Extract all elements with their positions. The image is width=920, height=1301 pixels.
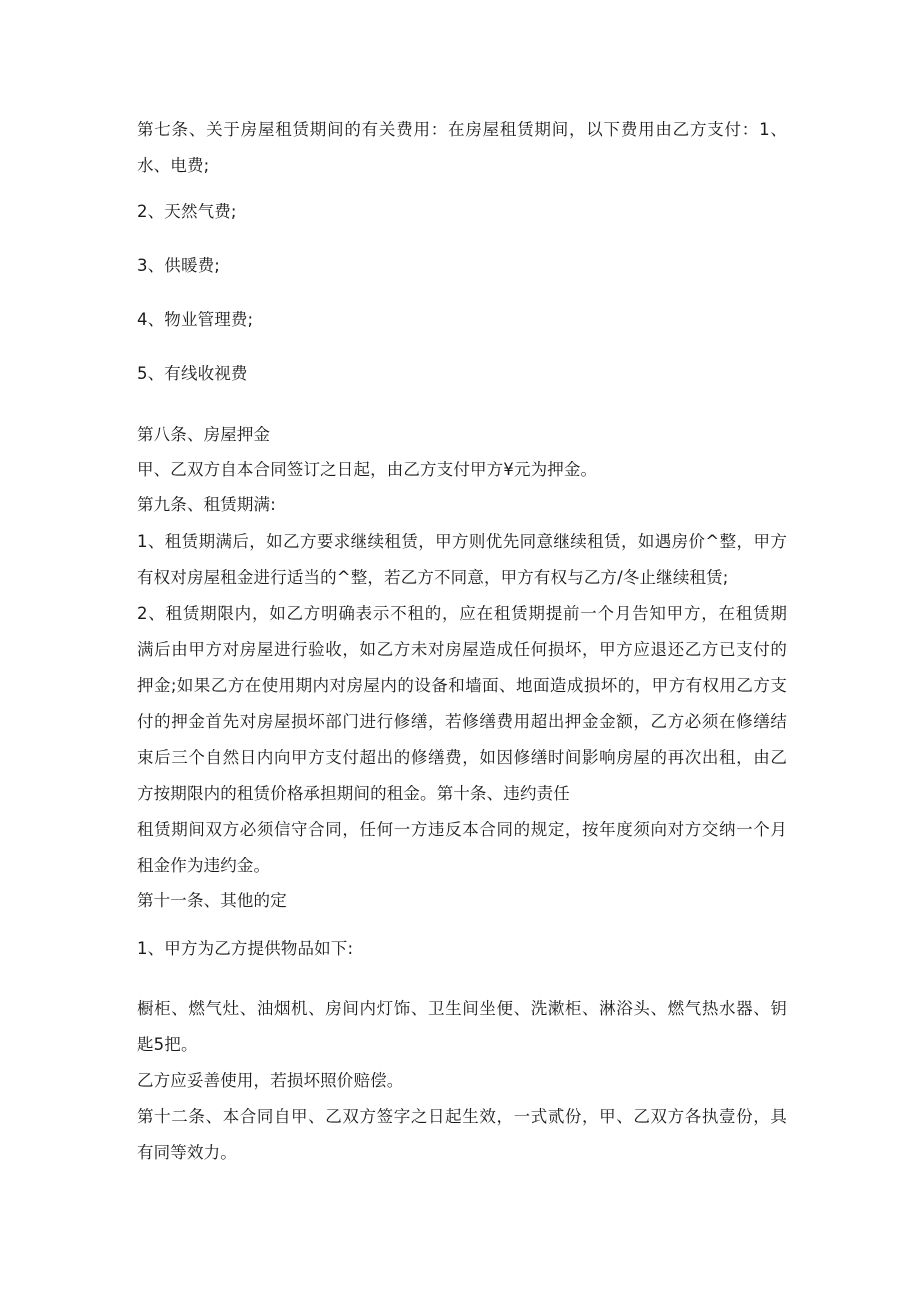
care-notice: 乙方应妥善使用，若损坏照价赔偿。 [137, 1071, 404, 1090]
clause-9-item-1-line-1: 1、租赁期满后，如乙方要求继续租赁，甲方则优先同意继续租赁，如遇房价^整，甲方 [137, 532, 787, 551]
clause-11-heading: 第十一条、其他的定 [137, 891, 287, 910]
clause-8-body: 甲、乙双方自本合同签订之日起，由乙方支付甲方¥元为押金。 [137, 460, 598, 479]
clause-11-item-1: 1、甲方为乙方提供物品如下: [137, 939, 354, 958]
items-list-line-2: 匙5把。 [137, 1035, 198, 1054]
fee-item-5: 5、有线收视费 [137, 364, 248, 383]
clause-9-heading: 第九条、租赁期满: [137, 495, 276, 514]
clause-10-body-line-2: 租金作为违约金。 [137, 856, 271, 875]
clause-9-item-2-line-1: 2、租赁期限内，如乙方明确表示不租的，应在租赁期提前一个月告知甲方，在租赁期 [137, 604, 787, 623]
clause-10-body-line-1: 租赁期间双方必须信守合同，任何一方违反本合同的规定，按年度须向对方交纳一个月 [137, 820, 787, 839]
clause-7-line-2: 水、电费; [137, 156, 210, 175]
clause-9-item-2-line-4: 付的押金首先对房屋损坏部门进行修缮，若修缮费用超出押金金额，乙方必须在修缮结 [137, 712, 787, 731]
clause-7-line-1: 第七条、关于房屋租赁期间的有关费用：在房屋租赁期间，以下费用由乙方支付：1、 [137, 120, 787, 139]
clause-9-item-2-line-6: 方按期限内的租赁价格承担期间的租金。第十条、违约责任 [137, 784, 570, 803]
clause-9-item-1-line-2: 有权对房屋租金进行适当的^整，若乙方不同意，甲方有权与乙方/冬止继续租赁; [137, 568, 729, 587]
clause-12-line-2: 有同等效力。 [137, 1143, 237, 1162]
fee-item-2: 2、天然气费; [137, 202, 237, 221]
items-list-line-1: 橱柜、燃气灶、油烟机、房间内灯饰、卫生间坐便、洗漱柜、淋浴头、燃气热水器、钥 [137, 999, 787, 1018]
fee-item-4: 4、物业管理费; [137, 310, 254, 329]
clause-12-line-1: 第十二条、本合同自甲、乙双方签字之日起生效，一式贰份，甲、乙双方各执壹份，具 [137, 1107, 787, 1126]
clause-8-heading: 第八条、房屋押金 [137, 425, 271, 444]
fee-item-3: 3、供暖费; [137, 256, 220, 275]
clause-9-item-2-line-2: 满后由甲方对房屋进行验收，如乙方未对房屋造成任何损坏，甲方应退还乙方已支付的 [137, 640, 787, 659]
clause-9-item-2-line-5: 束后三个自然日内向甲方支付超出的修缮费，如因修缮时间影响房屋的再次出租，由乙 [137, 748, 787, 767]
clause-9-item-2-line-3: 押金;如果乙方在使用期内对房屋内的设备和墙面、地面造成损坏的，甲方有权用乙方支 [137, 676, 787, 695]
